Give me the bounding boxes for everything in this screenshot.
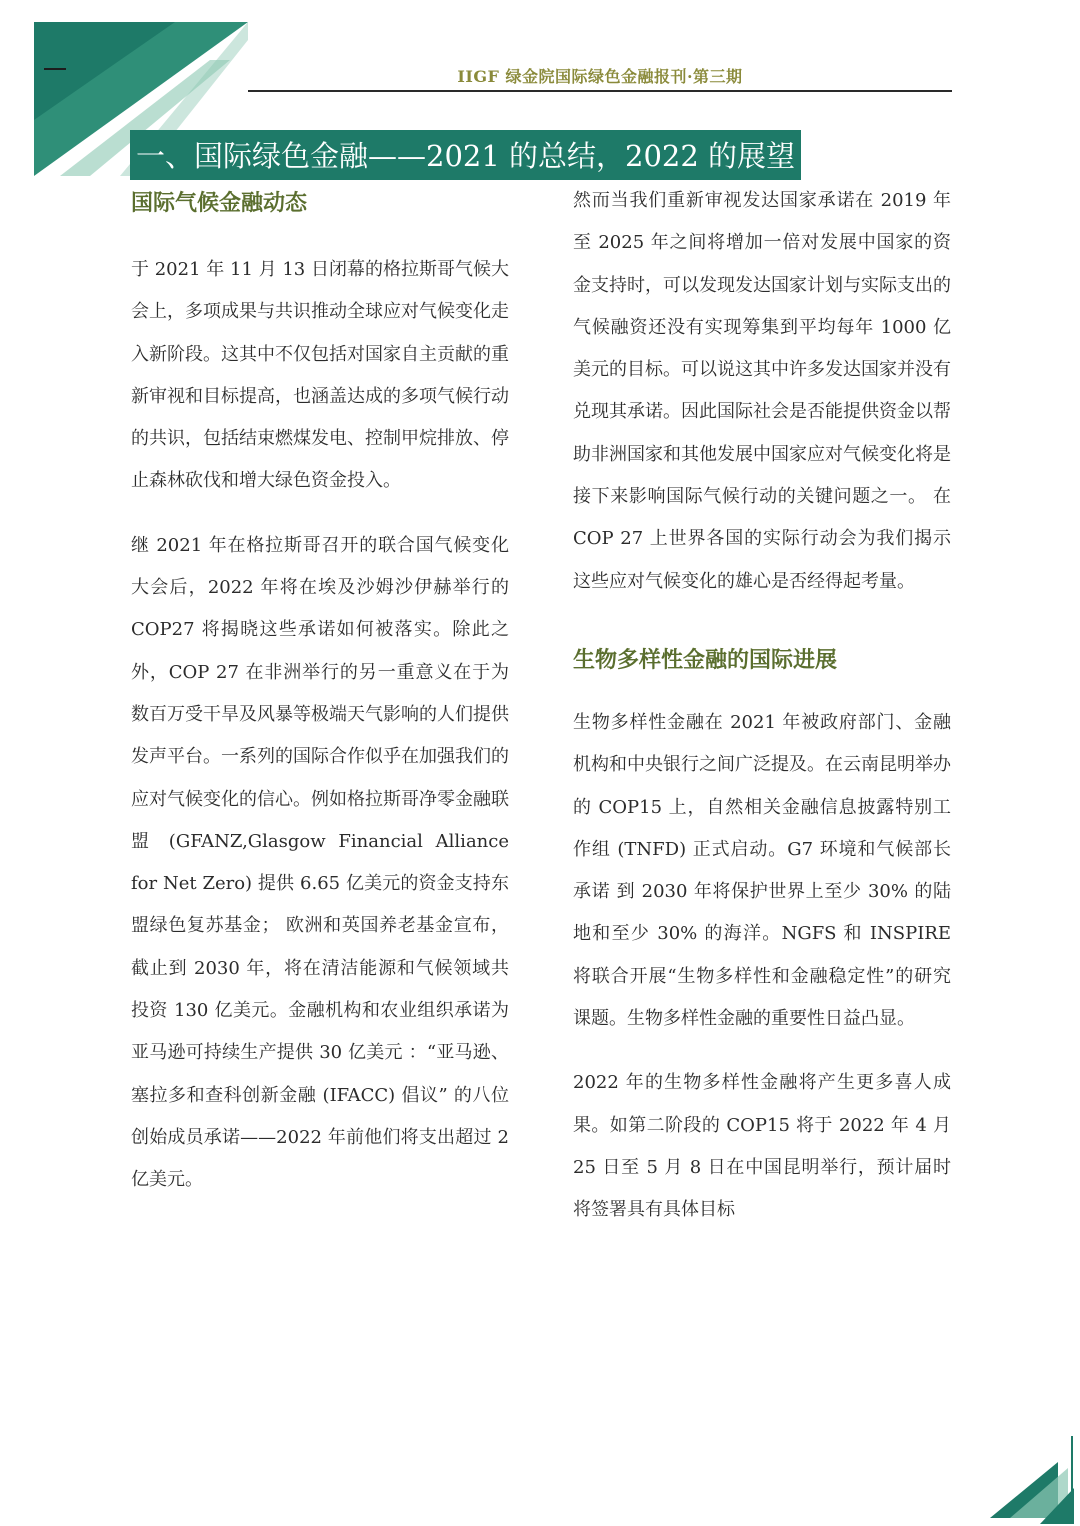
subhead-climate-finance: 国际气候金融动态 xyxy=(131,190,308,216)
page-mark xyxy=(44,68,66,70)
paragraph-cop27: 继 2021 年在格拉斯哥召开的联合国气候变化大会后，2022 年将在埃及沙姆沙伊赫举行的 COP27 将揭晓这些承诺如何被落实。除此之外，COP 27 在非洲举行的另一重意义在于为数百万受干旱及风暴等极端天气影响的人们提供发声平台。一系列的国际合作似乎在加强我们的应对气候变化的信心。例如格拉斯哥净零金融联盟 (GFANZ,Glasgow Financial Alliance for Net Zero) 提供 6.65 亿美元的资金支持东盟绿色复苏基金； 欧洲和英国养老基金宣布，截止到 2030 年，将在清洁能源和气候领域共投资 130 亿美元。金融机构和农业组织承诺为亚马逊可持续生产提供 30 亿美元 ：“亚马逊、塞拉多和查科创新金融 (IFACC) 倡议” 的八位创始成员承诺——2022 年前他们将支出超过 2 亿美元。 xyxy=(131,534,509,1191)
right-column xyxy=(573,180,951,1232)
paragraph-glasgow: 于 2021 年 11 月 13 日闭幕的格拉斯哥气候大会上，多项成果与共识推动全球应对气候变化走入新阶段。这其中不仅包括对国家自主贡献的重新审视和目标提高，也涵盖达成的多项气候行动的共识，包括结束燃煤发电、控制甲烷排放、停止森林砍伐和增大绿色资金投入。 xyxy=(131,259,509,492)
corner-decoration-bottom xyxy=(980,1426,1080,1526)
paragraph-biodiversity-2021: 生物多样性金融在 2021 年被政府部门、金融机构和中央银行之间广泛提及。在云南昆明举办的 COP15 上，自然相关金融信息披露特别工作组 (TNFD) 正式启动。G7 环境和气候部长承诺 到 2030 年将保护世界上至少 30% 的陆地和至少 30% 的海洋。NGFS 和 INSPIRE 将联合开展“生物多样性和金融稳定性”的研究课题。生物多样性金融的重要性日益凸显。 xyxy=(573,711,951,1030)
subhead-biodiversity-finance: 生物多样性金融的国际进展 xyxy=(573,646,838,673)
paragraph-developed-commitments: 然而当我们重新审视发达国家承诺在 2019 年至 2025 年之间将增加一倍对发展中国家的资金支持时，可以发现发达国家计划与实际支出的气候融资还没有实现筹集到平均每年 1000 亿美元的目标。可以说这其中许多发达国家并没有兑现其承诺。因此国际社会是否能提供资金以帮助非洲国家和其他发展中国家应对气候变化将是接下来影响国际气候行动的关键问题之一。 在 COP 27 上世界各国的实际行动会为我们揭示这些应对气候变化的雄心是否经得起考量。 xyxy=(573,190,951,592)
paragraph-biodiversity-2022: 2022 年的生物多样性金融将产生更多喜人成果。如第二阶段的 COP15 将于 2022 年 4 月 25 日至 5 月 8 日在中国昆明举行，预计届时将签署具有具体目标 xyxy=(573,1072,951,1221)
section-title-banner: 一、国际绿色金融——2021 的总结，2022 的展望 xyxy=(130,130,801,180)
header-divider xyxy=(248,90,952,92)
left-column xyxy=(131,186,509,1202)
journal-header-title: IIGF 绿金院国际绿色金融报刊·第三期 xyxy=(457,67,743,86)
